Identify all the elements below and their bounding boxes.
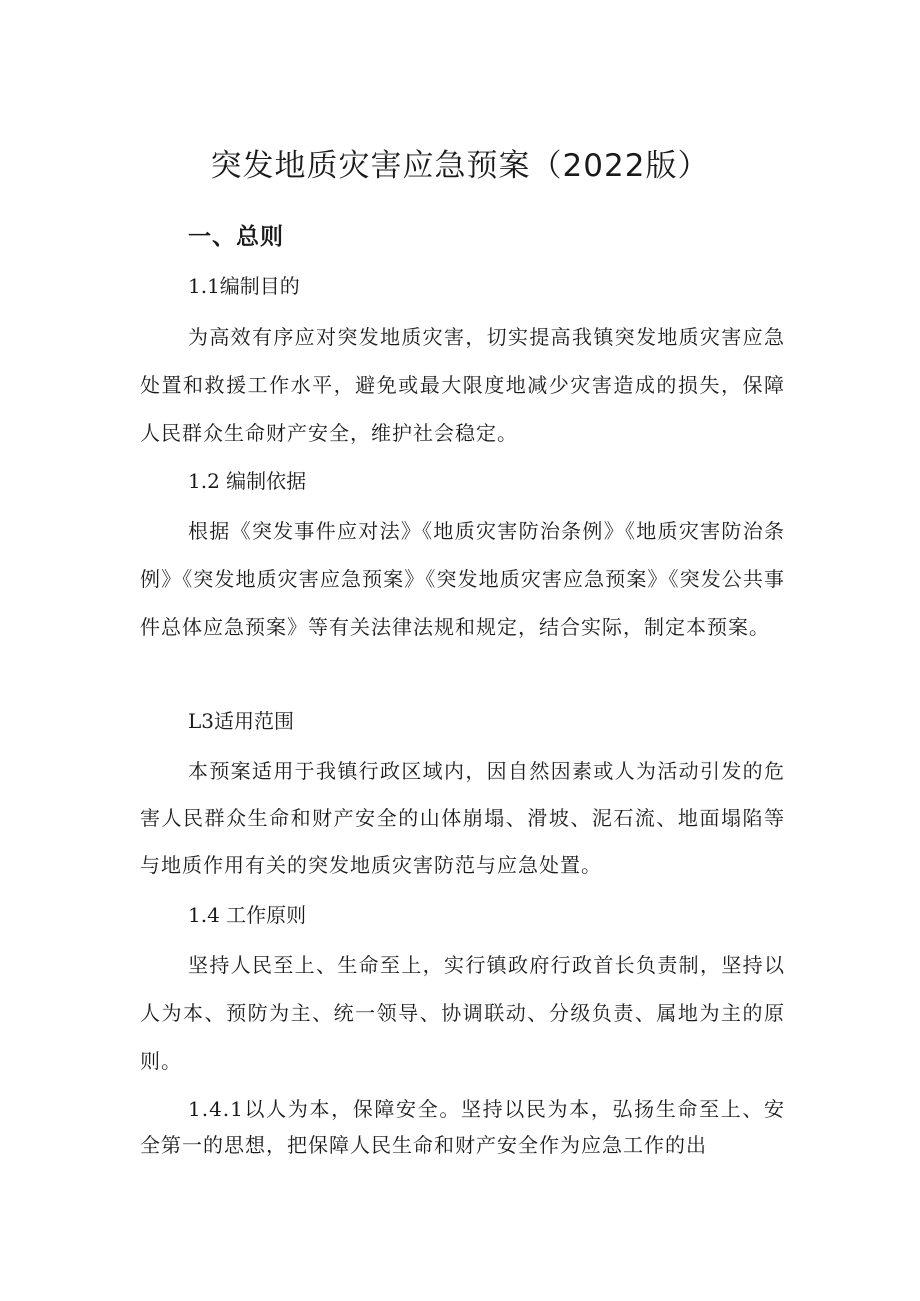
- paragraph-1-2: 根据《突发事件应对法》《地质灾害防治条例》《地质灾害防治条例》《突发地质灾害应急预案》《突发地质灾害应急预案》《突发公共事件总体应急预案》等有关法律法规和规定，结合实际，制定本预案。: [140, 519, 785, 639]
- document-title: 突发地质灾害应急预案（2022版）: [210, 148, 710, 184]
- subsection-title-1-4: 1.4 工作原则: [188, 903, 307, 927]
- paragraph-1-4-1: 1.4.1以人为本，保障安全。坚持以民为本，弘扬生命至上、安全第一的思想，把保障人民生命和财产安全作为应急工作的出: [140, 1097, 785, 1157]
- subsection-title-1-2: 1.2 编制依据: [188, 469, 307, 493]
- paragraph-1-1: 为高效有序应对突发地质灾害，切实提高我镇突发地质灾害应急处置和救援工作水平，避免或最大限度地减少灾害造成的损失，保障人民群众生命财产安全，维护社会稳定。: [140, 325, 785, 445]
- section-heading-general: 一、总则: [188, 224, 284, 250]
- subsection-title-1-1: 1.1编制目的: [188, 274, 300, 298]
- paragraph-1-4: 坚持人民至上、生命至上，实行镇政府行政首长负责制，坚持以人为本、预防为主、统一领导、协调联动、分级负责、属地为主的原则。: [140, 953, 785, 1073]
- paragraph-1-3: 本预案适用于我镇行政区域内，因自然因素或人为活动引发的危害人民群众生命和财产安全的山体崩塌、滑坡、泥石流、地面塌陷等与地质作用有关的突发地质灾害防范与应急处置。: [140, 759, 785, 877]
- subsection-title-1-3: L3适用范围: [188, 709, 295, 733]
